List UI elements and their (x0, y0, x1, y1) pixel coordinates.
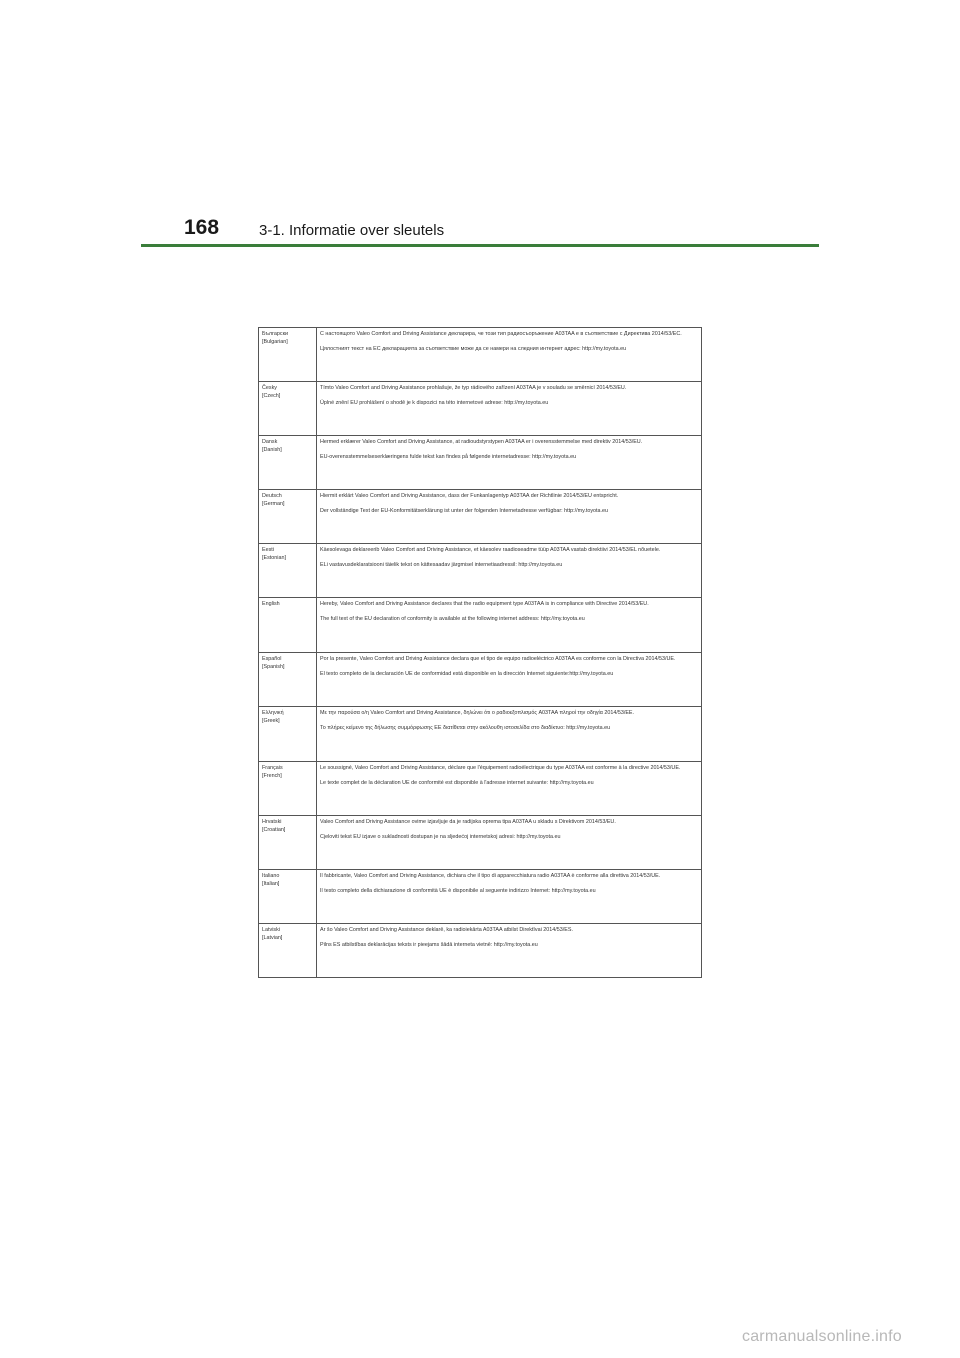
language-name: Français (262, 765, 283, 771)
declaration-full-text-link: El texto completo de la declaración UE de conformidad está disponible en la dirección Internet siguiente:http://my.toyota.eu (320, 671, 614, 677)
language-cell (259, 870, 317, 924)
declaration-full-text-link: EU-overensstemmelseserklæringens fulde tekst kan findes på følgende internetadresse: http://my.toyota.eu (320, 454, 577, 460)
language-name: Español (262, 656, 282, 662)
language-name-english: [Bulgarian] (262, 339, 288, 345)
declaration-full-text-link: Der vollständige Text der EU-Konformitätserklärung ist unter der folgenden Internetadresse verfügbar: http://my.toyota.eu (320, 508, 609, 514)
language-name: English (262, 601, 280, 607)
language-name-english: [Croatian] (262, 827, 286, 833)
language-cell (259, 598, 317, 653)
language-cell (259, 762, 317, 816)
declaration-full-text-link: Il testo completo della dichiarazione di conformità UE è disponibile al seguente indirizzo Internet: http://my.toyota.eu (320, 888, 596, 894)
language-cell (259, 816, 317, 870)
declaration-row (259, 544, 702, 598)
declaration-row (259, 924, 702, 978)
declaration-text-cell (317, 924, 702, 978)
declaration-text-cell (317, 653, 702, 707)
declaration-text-cell (317, 490, 702, 544)
declaration-full-text-link: Le texte complet de la déclaration UE de conformité est disponible à l'adresse internet suivante: http://my.toyota.eu (320, 780, 594, 786)
language-name: Dansk (262, 439, 278, 445)
declaration-row (259, 870, 702, 924)
declaration-text-cell (317, 328, 702, 382)
declaration-statement: Tímto Valeo Comfort and Driving Assistance prohlašuje, že typ rádiového zařízení A03TAA je v souladu se směrnicí 2014/53/EU. (320, 385, 627, 391)
declaration-full-text-link: Pilns ES atbilstības deklarācijas teksts ir pieejams šādā interneta vietnē: http://my.toyota.eu (320, 942, 538, 948)
declaration-full-text-link: Цялостният текст на ЕС декларацията за съответствие може да се намери на следния интернет адрес: http://my.toyota.eu (320, 346, 627, 352)
declaration-row (259, 328, 702, 382)
language-name-english: [French] (262, 773, 282, 779)
watermark: carmanualsonline.info (742, 1328, 902, 1345)
declaration-row (259, 436, 702, 490)
declaration-full-text-link: Úplné znění EU prohlášení o shodě je k dispozici na této internetové adrese: http://my.toyota.eu (320, 400, 549, 406)
declaration-row (259, 598, 702, 653)
declaration-text-cell (317, 707, 702, 762)
declaration-full-text-link: ELi vastavusdeklaratsiooni täielik tekst on kättesaadav järgmisel internetiaadressil: http://my.toyota.eu (320, 562, 563, 568)
declaration-statement: Hereby, Valeo Comfort and Driving Assistance declares that the radio equipment type A03TAA is in compliance with Directive 2014/53/EU. (320, 601, 649, 607)
declaration-statement: Por la presente, Valeo Comfort and Driving Assistance declara que el tipo de equipo radioeléctrico A03TAA es conforme con la Directiva 2014/53/UE. (320, 656, 676, 662)
declaration-row (259, 653, 702, 707)
language-name-english: [Italian] (262, 881, 280, 887)
language-cell (259, 707, 317, 762)
language-cell (259, 436, 317, 490)
declaration-text-cell (317, 544, 702, 598)
language-name: Български (262, 331, 288, 337)
language-name: Ελληνική (262, 710, 284, 716)
declaration-full-text-link: Το πλήρες κείμενο της δήλωσης συμμόρφωσης ΕΕ διατίθεται στην ακόλουθη ιστοσελίδα στο διαδίκτυο: http://my.toyota.eu (320, 725, 611, 731)
section-title: 3-1. Informatie over sleutels (259, 222, 445, 239)
declaration-table (258, 327, 702, 978)
declaration-row (259, 382, 702, 436)
language-name: Česky (262, 385, 277, 391)
declaration-statement: Il fabbricante, Valeo Comfort and Driving Assistance, dichiara che il tipo di apparecchiatura radio A03TAA è conforme alla direttiva 2014/53/UE. (320, 873, 661, 879)
language-cell (259, 924, 317, 978)
language-name: Eesti (262, 547, 274, 553)
page-number: 168 (184, 216, 220, 239)
declaration-text-cell (317, 816, 702, 870)
language-name-english: [Spanish] (262, 664, 285, 670)
language-cell (259, 328, 317, 382)
declaration-row (259, 762, 702, 816)
declaration-text-cell (317, 598, 702, 653)
declaration-statement: Valeo Comfort and Driving Assistance ovime izjavljuje da je radijska oprema tipa A03TAA u skladu s Direktivom 2014/53/EU. (320, 819, 616, 825)
language-name-english: [Danish] (262, 447, 282, 453)
language-name-english: [Latvian] (262, 935, 283, 941)
declaration-statement: С настоящото Valeo Comfort and Driving Assistance декларира, че този тип радиосъоръжение A03TAA е в съответствие с Директива 2014/53/ЕС. (320, 331, 682, 337)
language-name: Deutsch (262, 493, 282, 499)
declaration-full-text-link: Cjeloviti tekst EU izjave o sukladnosti dostupan je na sljedećoj internetskoj adresi: http://my.toyota.eu (320, 834, 561, 840)
declaration-statement: Käesolevaga deklareerib Valeo Comfort and Driving Assistance, et käesolev raadioseadme tüüp A03TAA vastab direktiivi 2014/53/EL nõuetele. (320, 547, 661, 553)
declaration-row (259, 816, 702, 870)
declaration-text-cell (317, 870, 702, 924)
declaration-statement: Le soussigné, Valeo Comfort and Driving Assistance, déclare que l'équipement radioélectrique du type A03TAA est conforme à la directive 2014/53/UE. (320, 765, 681, 771)
declaration-text-cell (317, 436, 702, 490)
language-name: Hrvatski (262, 819, 282, 825)
language-name-english: [German] (262, 501, 285, 507)
language-cell (259, 544, 317, 598)
header-divider (141, 244, 819, 247)
declaration-statement: Με την παρούσα ο/η Valeo Comfort and Driving Assistance, δηλώνει ότι ο ραδιοεξοπλισμός A03TAA πληροί την οδηγία 2014/53/ΕΕ. (320, 710, 635, 716)
declaration-statement: Ar šo Valeo Comfort and Driving Assistance deklarē, ka radioiekārta A03TAA atbilst Direktīvai 2014/53/ES. (320, 927, 573, 933)
declaration-full-text-link: The full text of the EU declaration of conformity is available at the following internet address: http://my.toyota.eu (320, 616, 585, 622)
language-cell (259, 653, 317, 707)
language-name-english: [Greek] (262, 718, 280, 724)
language-name: Latviski (262, 927, 280, 933)
declaration-row (259, 490, 702, 544)
language-name-english: [Czech] (262, 393, 281, 399)
declaration-text-cell (317, 382, 702, 436)
declaration-statement: Hiermit erklärt Valeo Comfort and Driving Assistance, dass der Funkanlagentyp A03TAA der Richtlinie 2014/53/EU entspricht. (320, 493, 619, 499)
language-cell (259, 382, 317, 436)
declaration-text-cell (317, 762, 702, 816)
language-name: Italiano (262, 873, 280, 879)
language-name-english: [Estonian] (262, 555, 286, 561)
declaration-row (259, 707, 702, 762)
declaration-statement: Hermed erklærer Valeo Comfort and Driving Assistance, at radioudstyrstypen A03TAA er i overensstemmelse med direktiv 2014/53/EU. (320, 439, 643, 445)
language-cell (259, 490, 317, 544)
